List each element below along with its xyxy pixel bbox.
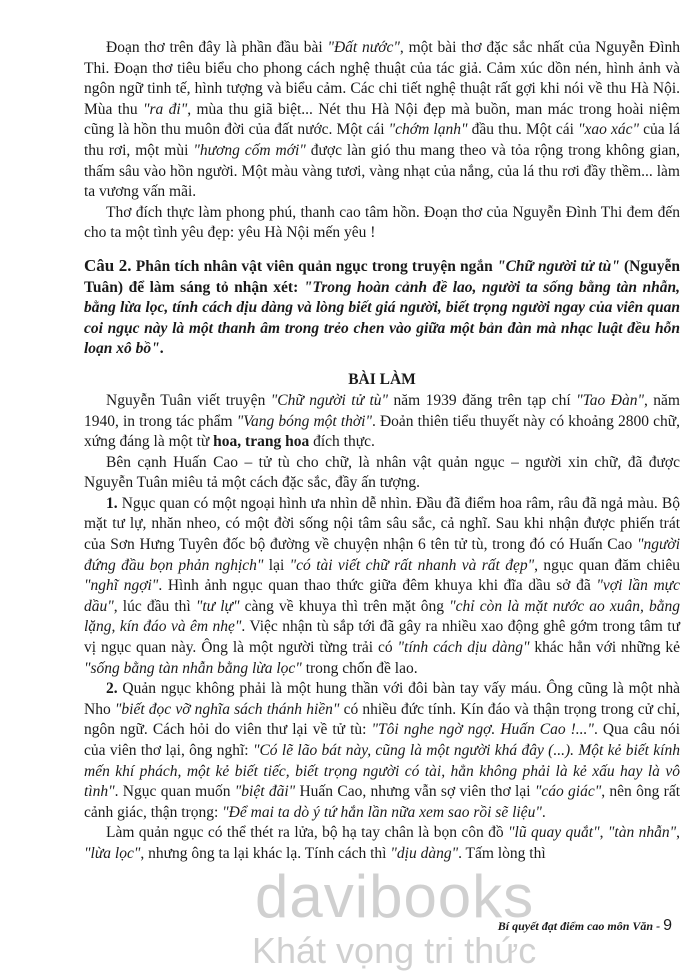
quoted-text: "lũ quay quắt": [508, 824, 600, 842]
quoted-text: "có tài viết chữ rất nhanh và rất đẹp": [289, 556, 535, 574]
question-text: [84, 255, 680, 358]
text-run: . Ngục quan muốn: [114, 783, 235, 801]
answer-heading: BÀI LÀM: [348, 370, 416, 388]
text-run: Bên cạnh Huấn Cao – tử tù cho chữ, là nhân vật quản ngục – người xin chữ, đã được Nguyễn Tuân miêu tả một cách đặc sắc, đầy ấn tượng.: [84, 453, 680, 492]
page-number: 9: [663, 917, 672, 934]
quoted-text: "dịu dàng": [390, 844, 459, 862]
quoted-text: "biết đọc vỡ nghĩa sách thánh hiền": [114, 700, 340, 718]
text-run: lại: [263, 556, 290, 574]
watermark-slogan: Khát vọng tri thức: [252, 930, 537, 971]
bold-text: 2.: [106, 680, 118, 698]
quoted-text: "nghĩ ngợi": [84, 577, 159, 595]
text-run: Huấn Cao, nhưng vẫn sợ viên thơ lại: [295, 783, 535, 801]
quoted-text: "Trong hoàn cảnh đề lao, người ta sống bằng tàn nhẫn, bằng lừa lọc, tính cách dịu dàng và lòng biết giá người, biết trọng người ngay của viên quan coi ngục này là một thanh âm trong trẻo chen vào giữa một bản đàn mà nhạc luật đều hỗn loạn xô bồ": [84, 278, 680, 358]
quoted-text: "lừa lọc": [84, 844, 141, 862]
quoted-text: "tính cách dịu dàng": [397, 639, 530, 657]
text-run: , nhưng ông ta lại khác lạ. Tính cách thì: [140, 844, 391, 862]
quoted-text: "sống bằng tàn nhẫn bằng lừa lọc": [84, 659, 302, 677]
text-run: . Qua câu nói của viên thơ lại, ông nghĩ:: [84, 721, 681, 759]
text-run: Phân tích nhân vật viên quản ngục trong truyện ngắn: [131, 257, 497, 275]
text-run: , nên ông rất cảnh giác, thận trọng:: [84, 783, 681, 821]
question-label: Câu 2.: [84, 255, 132, 275]
quoted-text: "người đứng đầu bọn phản nghịch": [84, 536, 680, 574]
text-run: . Tấm lòng thì: [458, 844, 546, 862]
quoted-text: "Có lẽ lão bát này, cũng là một người khá đây (...). Một kẻ biết kính mến khí phách, một kẻ biết tiếc, biết trọng người có tài, hẳn không phải là kẻ xấu hay là vô tình": [84, 742, 680, 801]
text-run: . Hình ảnh ngục quan thao thức giữa đêm khuya khi đĩa dầu sở đã: [158, 577, 597, 595]
text-run: , lúc đầu thì: [113, 597, 196, 615]
quoted-text: "chớm lạnh": [388, 121, 468, 139]
quoted-text: "tàn nhẫn": [607, 824, 677, 842]
text-run: của lá thu rơi, một mùi: [84, 121, 680, 159]
text-run: có nhiều đức tính. Kín đáo và thận trọng trong cử chỉ, ngôn ngữ. Cách hỏi do viên thư lại về tử tù:: [84, 700, 680, 739]
text-run: Nguyễn Tuân viết truyện: [106, 391, 271, 409]
text-run: , mùa thu giã biệt... Nét thu Hà Nội đẹp mà buồn, man mác trong hoài niệm cũng là hồn thu muôn đời của đất nước. Một cái: [84, 100, 681, 139]
answer-paragraph-2: [84, 453, 680, 494]
text-run: Quản ngục không phải là một hung thần với đôi bàn tay vấy máu. Ông cũng là một nhà Nho: [84, 680, 680, 718]
text-run: Làm quản ngục có thể thét ra lửa, bộ hạ tay chân là bọn côn đồ: [106, 824, 509, 842]
text-run: đích thực.: [309, 433, 375, 451]
quoted-text: "tư lự": [195, 597, 240, 615]
quoted-text: "biệt đãi": [234, 783, 296, 801]
quoted-text: "Vang bóng một thời": [236, 412, 372, 430]
quoted-text: "Chữ người tử tù": [496, 257, 620, 275]
text-run: khác hẳn với những kẻ: [529, 639, 680, 657]
answer-paragraph-5: [84, 823, 680, 864]
bold-text: 1.: [106, 494, 118, 512]
text-run: ,: [599, 824, 608, 842]
question-2: [84, 256, 680, 360]
text-run: năm 1939 đăng trên tạp chí: [388, 391, 577, 409]
page-content: [84, 38, 680, 865]
quoted-text: "Để mai ta dò ý tứ hắn lần nữa xem sao rồi sẽ liệu": [222, 803, 542, 821]
quoted-text: "Chữ người tử tù": [270, 391, 389, 409]
bold-text: hoa, trang hoa: [213, 433, 310, 451]
text-run: . Đoản thiên tiểu thuyết này có khoảng 2800 chữ, xứng đáng là một từ: [84, 412, 680, 451]
text-run: , năm 1940, in trong tác phẩm: [84, 391, 680, 430]
text-run: đầu thu. Một cái: [467, 121, 579, 139]
text-run: trong chốn đề lao.: [301, 659, 418, 677]
text-run: . Việc nhận tù sắp tới đã gây ra nhiều xao động ghê gớm trong tâm tư vị ngục quan này. Ông là một người từng trải có: [84, 618, 680, 657]
watermark-brand: davibooks: [255, 863, 535, 930]
quoted-text: "chỉ còn là mặt nước ao xuân, bằng lặng, kín đáo và êm nhẹ": [84, 597, 680, 636]
quoted-text: "hương cốm mới": [193, 141, 306, 159]
quoted-text: "xao xác": [578, 121, 640, 139]
text-run: Thơ đích thực làm phong phú, thanh cao tâm hồn. Đoạn thơ của Nguyễn Đình Thi đem đến cho ta một tình yêu đẹp: yêu Hà Nội mến yêu !: [84, 203, 680, 242]
quoted-text: "ra đi": [142, 100, 188, 118]
text-run: .: [159, 340, 164, 358]
text-run: (Nguyễn Tuân) để làm sáng tỏ nhận xét:: [84, 257, 680, 296]
text-run: được làn gió thu mang theo và tỏa rộng trong không gian, thấm sâu vào hồn người. Một màu vàng tươi, vàng nhạt của nắng, của lá thu rơi đầy thềm... làm ta vương vấn mãi.: [84, 141, 681, 201]
paragraph-2: [84, 203, 680, 244]
answer-paragraph-1: [84, 391, 680, 453]
text-run: .: [541, 803, 546, 821]
text-run: , ngục quan đăm chiêu: [534, 556, 681, 574]
quoted-text: "Đất nước": [327, 39, 400, 56]
text-run: ,: [676, 824, 681, 842]
quoted-text: "Tôi nghe ngờ ngợ. Huấn Cao !...": [371, 721, 594, 739]
quoted-text: "Tao Đàn": [576, 391, 644, 409]
page-footer: [498, 917, 672, 935]
text-run: Ngục quan có một ngoại hình ưa nhìn dễ nhìn. Đầu đã điểm hoa râm, râu đã ngả màu. Bộ mặt tư lự, nhăn nheo, có một đời sống nội tâm sâu sắc, cả nghĩ. Sau khi nhận được phiến trát của Sơn Hưng Tuyên đốc bộ đường về chuyện nhận 6 tên tử tù, trong đó có Huấn Cao: [84, 494, 680, 554]
text-run: càng về khuya thì trên mặt ông: [239, 597, 450, 615]
quoted-text: "vợi lần mực dầu": [84, 577, 681, 615]
footer-title: Bí quyết đạt điểm cao môn Văn -: [497, 919, 661, 933]
text-run: , một bài thơ đặc sắc nhất của Nguyễn Đình Thi. Đoạn thơ tiêu biểu cho phong cách nghệ thuật của tác giả. Cảm xúc dồn nén, hình ảnh và ngôn ngữ tinh tế, hình tượng và biểu cảm. Các chi tiết nghệ thuật rất gợi khi nói về thu Hà Nội. Mùa thu: [84, 39, 681, 118]
paragraph-1: [84, 38, 680, 203]
answer-paragraph-3: [84, 494, 680, 679]
quoted-text: "cáo giác": [534, 783, 602, 801]
answer-paragraph-4: [84, 679, 680, 823]
text-run: Đoạn thơ trên đây là phần đầu bài: [106, 39, 328, 56]
